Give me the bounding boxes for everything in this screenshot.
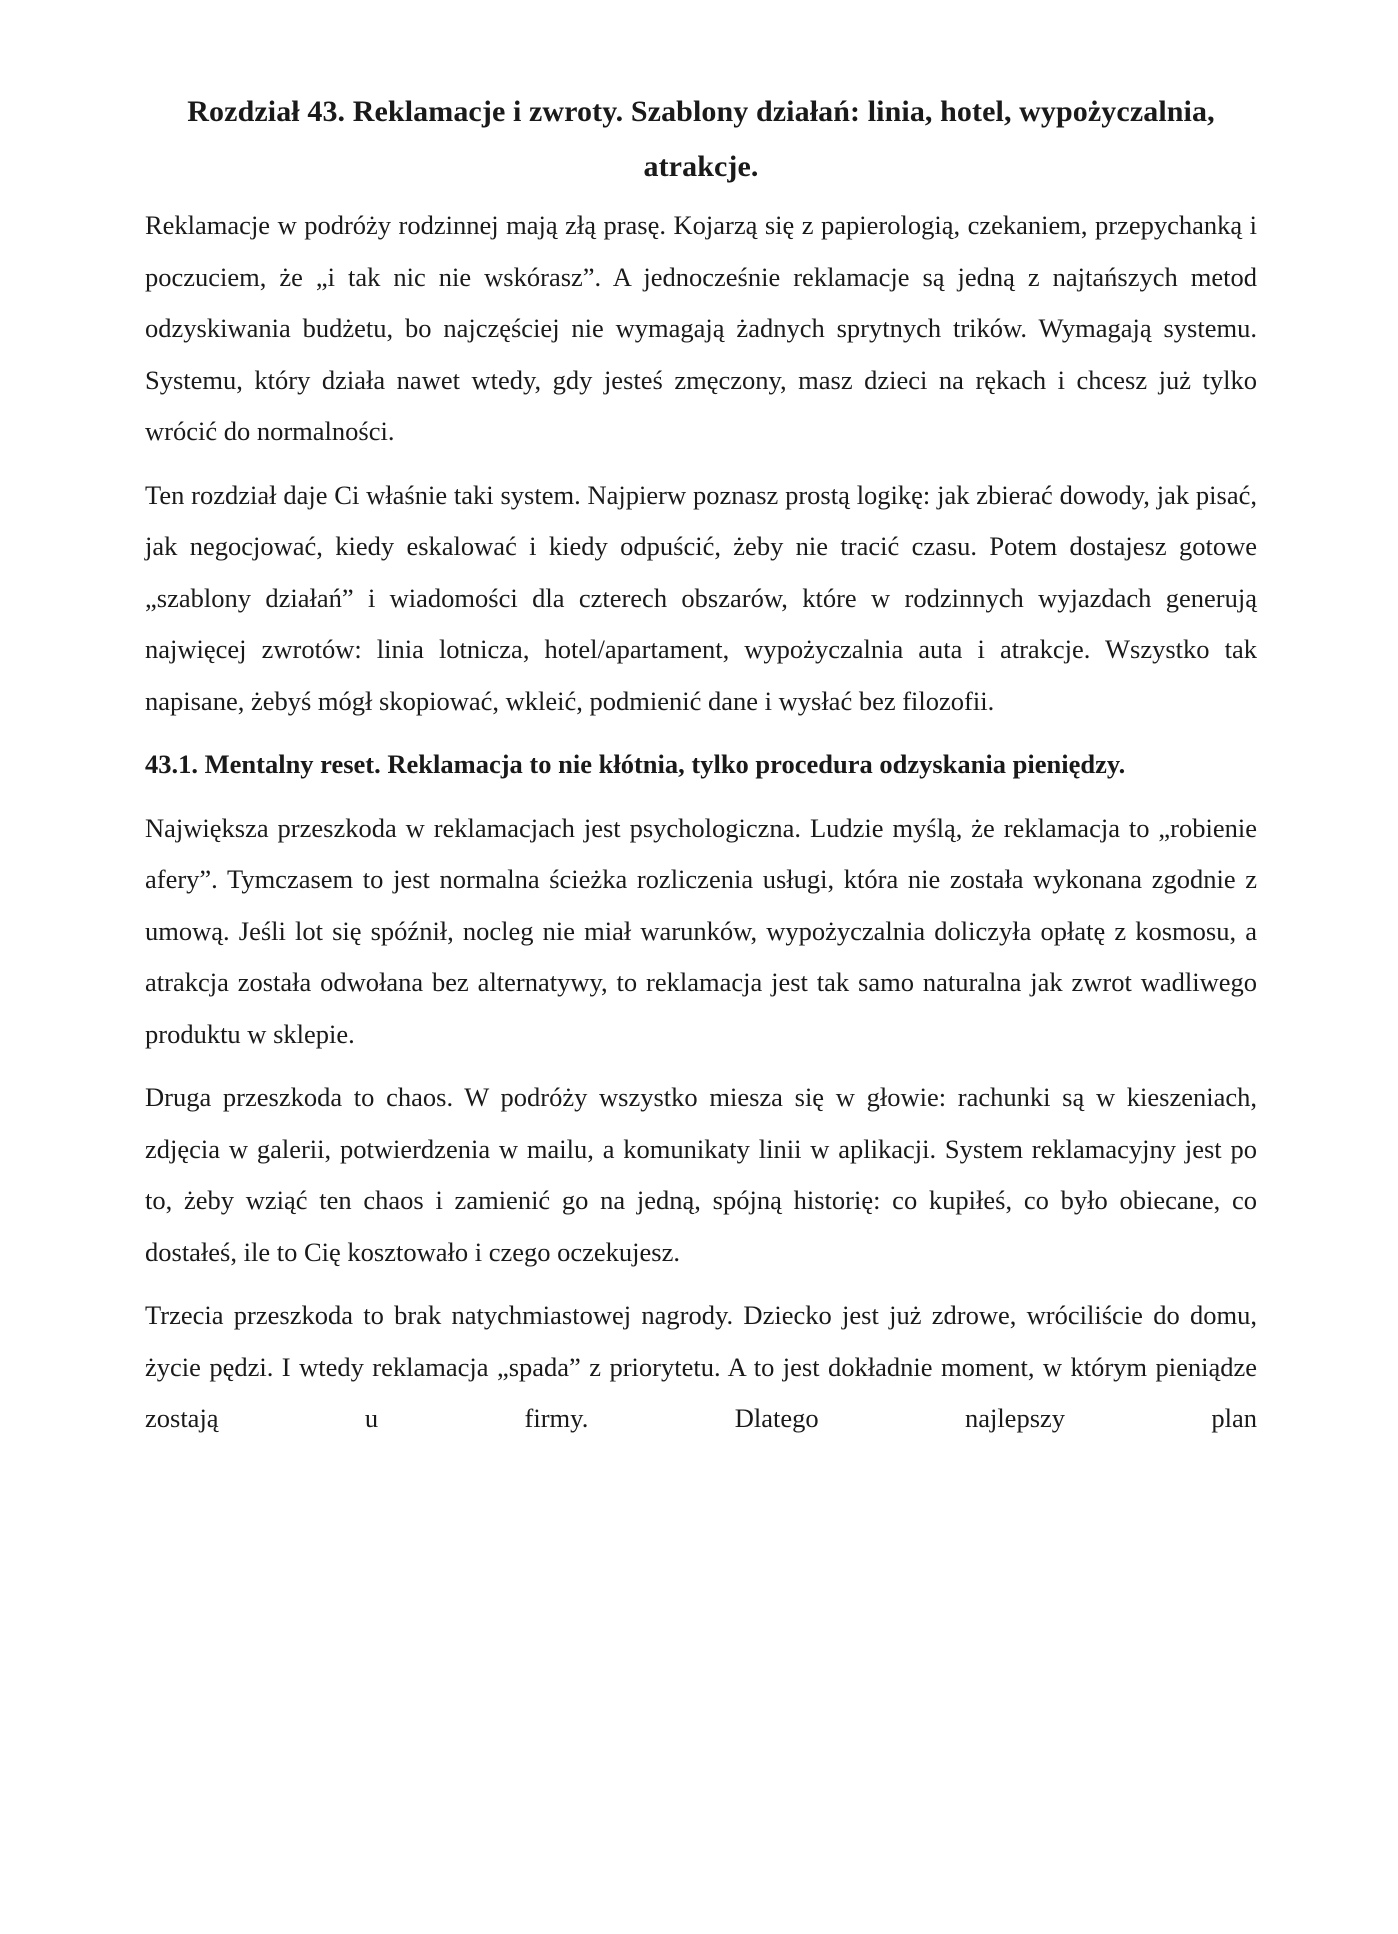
document-page <box>145 84 1257 1457</box>
intro-paragraph: Reklamacje w podróży rodzinnej mają złą prasę. Kojarzą się z papierologią, czekaniem, przepychanką i poczuciem, że „i tak nic nie wskórasz”. A jednocześnie reklamacje są jedną z najtańszych metod odzyskiwania budżetu, bo najczęściej nie wymagają żadnych sprytnych trików. Wymagają systemu. Systemu, który działa nawet wtedy, gdy jesteś zmęczony, masz dzieci na rękach i chcesz już tylko wrócić do normalności. <box>145 210 1257 446</box>
section-heading: 43.1. Mentalny reset. Reklamacja to nie kłótnia, tylko procedura odzyskania pieniędzy. <box>145 749 1126 779</box>
section-paragraph: Trzecia przeszkoda to brak natychmiastowej nagrody. Dziecko jest już zdrowe, wróciliście do domu, życie pędzi. I wtedy reklamacja „spada” z priorytetu. A to jest dokładnie moment, w którym pieniądze zostają u firmy. Dlatego najlepszy plan <box>145 1300 1257 1433</box>
chapter-title: Rozdział 43. Reklamacje i zwroty. Szablony działań: linia, hotel, wypożyczalnia, atrakcje. <box>187 95 1215 183</box>
section-paragraph: Druga przeszkoda to chaos. W podróży wszystko miesza się w głowie: rachunki są w kieszeniach, zdjęcia w galerii, potwierdzenia w mailu, a komunikaty linii w aplikacji. System reklamacyjny jest po to, żeby wziąć ten chaos i zamienić go na jedną, spójną historię: co kupiłeś, co było obiecane, co dostałeś, ile to Cię kosztowało i czego oczekujesz. <box>145 1082 1257 1267</box>
intro-paragraph: Ten rozdział daje Ci właśnie taki system. Najpierw poznasz prostą logikę: jak zbierać dowody, jak pisać, jak negocjować, kiedy eskalować i kiedy odpuścić, żeby nie tracić czasu. Potem dostajesz gotowe „szablony działań” i wiadomości dla czterech obszarów, które w rodzinnych wyjazdach generują najwięcej zwrotów: linia lotnicza, hotel/apartament, wypożyczalnia auta i atrakcje. Wszystko tak napisane, żebyś mógł skopiować, wkleić, podmienić dane i wysłać bez filozofii. <box>145 479 1257 716</box>
section-paragraph: Największa przeszkoda w reklamacjach jest psychologiczna. Ludzie myślą, że reklamacja to „robienie afery”. Tymczasem to jest normalna ścieżka rozliczenia usługi, która nie została wykonana zgodnie z umową. Jeśli lot się spóźnił, nocleg nie miał warunków, wypożyczalnia doliczyła opłatę z kosmosu, a atrakcja została odwołana bez alternatywy, to reklamacja jest tak samo naturalna jak zwrot wadliwego produktu w sklepie. <box>145 812 1257 1049</box>
